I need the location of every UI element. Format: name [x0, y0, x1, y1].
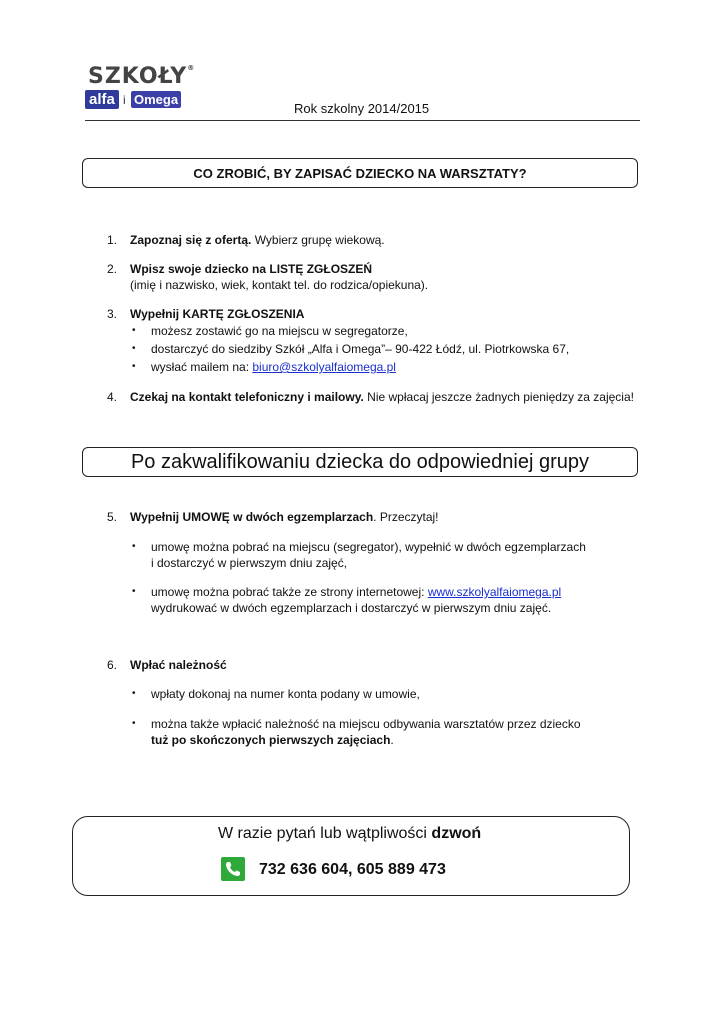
bullet: •	[132, 361, 136, 372]
step-6-bullet-2-line-2: tuż po skończonych pierwszych zajęciach.	[151, 733, 394, 747]
step-2-text: Wpisz swoje dziecko na LISTĘ ZGŁOSZEŃ	[130, 262, 373, 276]
step-5-text: Wypełnij UMOWĘ w dwóch egzemplarzach. Przeczytaj!	[130, 510, 439, 524]
step-6-number: 6.	[107, 658, 118, 672]
bullet: •	[132, 688, 136, 699]
heading-qualified: Po zakwalifikowaniu dziecka do odpowiedniej grupy	[130, 450, 590, 473]
step-2-detail: (imię i nazwisko, wiek, kontakt tel. do rodzica/opiekuna).	[130, 278, 429, 292]
bullet: •	[132, 541, 136, 552]
heading-box-qualified	[82, 447, 638, 477]
header-divider	[85, 120, 640, 121]
email-link[interactable]: biuro@szkolyalfaiomega.pl	[252, 360, 396, 374]
phone-icon	[221, 857, 245, 881]
step-3-bullet-2: dostarczyć do siedziby Szkół „Alfa i Omega”– 90-422 Łódź, ul. Piotrkowska 67,	[151, 342, 570, 356]
step-4-text: Czekaj na kontakt telefoniczny i mailowy. Nie wpłacaj jeszcze żadnych pieniędzy za zajęcia!	[130, 390, 634, 404]
contact-question: W razie pytań lub wątpliwości dzwoń	[218, 825, 482, 842]
logo-alfa: alfa	[85, 90, 119, 109]
step-6-bullet-2-line-1: można także wpłacić należność na miejscu odbywania warsztatów przez dziecko	[151, 717, 581, 731]
logo-omega: Omega	[131, 91, 181, 108]
heading-enrollment: CO ZROBIĆ, BY ZAPISAĆ DZIECKO NA WARSZTATY?	[193, 165, 527, 181]
step-2-number: 2.	[107, 262, 118, 276]
step-6-text: Wpłać należność	[130, 658, 227, 672]
step-5-bullet-1-line-2: i dostarczyć w pierwszym dniu zajęć,	[151, 556, 348, 570]
bullet: •	[132, 718, 136, 729]
step-5-bullet-1-line-1: umowę można pobrać na miejscu (segregator), wypełnić w dwóch egzemplarzach	[151, 540, 586, 554]
step-5-bullet-2-line-1: umowę można pobrać także ze strony internetowej: www.szkolyalfaiomega.pl	[151, 585, 562, 599]
step-3-number: 3.	[107, 307, 118, 321]
contact-phones: 732 636 604, 605 889 473	[259, 861, 446, 878]
step-5-number: 5.	[107, 510, 118, 524]
step-3-text: Wypełnij KARTĘ ZGŁOSZENIA	[130, 307, 305, 321]
step-6-bullet-1: wpłaty dokonaj na numer konta podany w umowie,	[151, 687, 420, 701]
step-5-bullet-2-line-2: wydrukować w dwóch egzemplarzach i dostarczyć w pierwszym dniu zajęć.	[151, 601, 552, 615]
bullet: •	[132, 325, 136, 336]
heading-box-enrollment	[82, 158, 638, 188]
phone-number-1[interactable]: 732 636 604	[259, 861, 348, 878]
step-3-bullet-1: możesz zostawić go na miejscu w segregatorze,	[151, 324, 408, 338]
step-1-number: 1.	[107, 233, 118, 247]
bullet: •	[132, 343, 136, 354]
step-1-text: Zapoznaj się z ofertą. Wybierz grupę wiekową.	[130, 233, 385, 247]
logo-i: i	[123, 93, 126, 107]
logo-title: SZKOŁY®	[88, 64, 196, 89]
step-4-number: 4.	[107, 390, 118, 404]
school-year: Rok szkolny 2014/2015	[294, 101, 430, 116]
step-3-bullet-3: wysłać mailem na: biuro@szkolyalfaiomega.pl	[151, 360, 396, 374]
website-link[interactable]: www.szkolyalfaiomega.pl	[427, 585, 562, 599]
phone-number-2[interactable]: 605 889 473	[356, 861, 446, 878]
bullet: •	[132, 586, 136, 597]
